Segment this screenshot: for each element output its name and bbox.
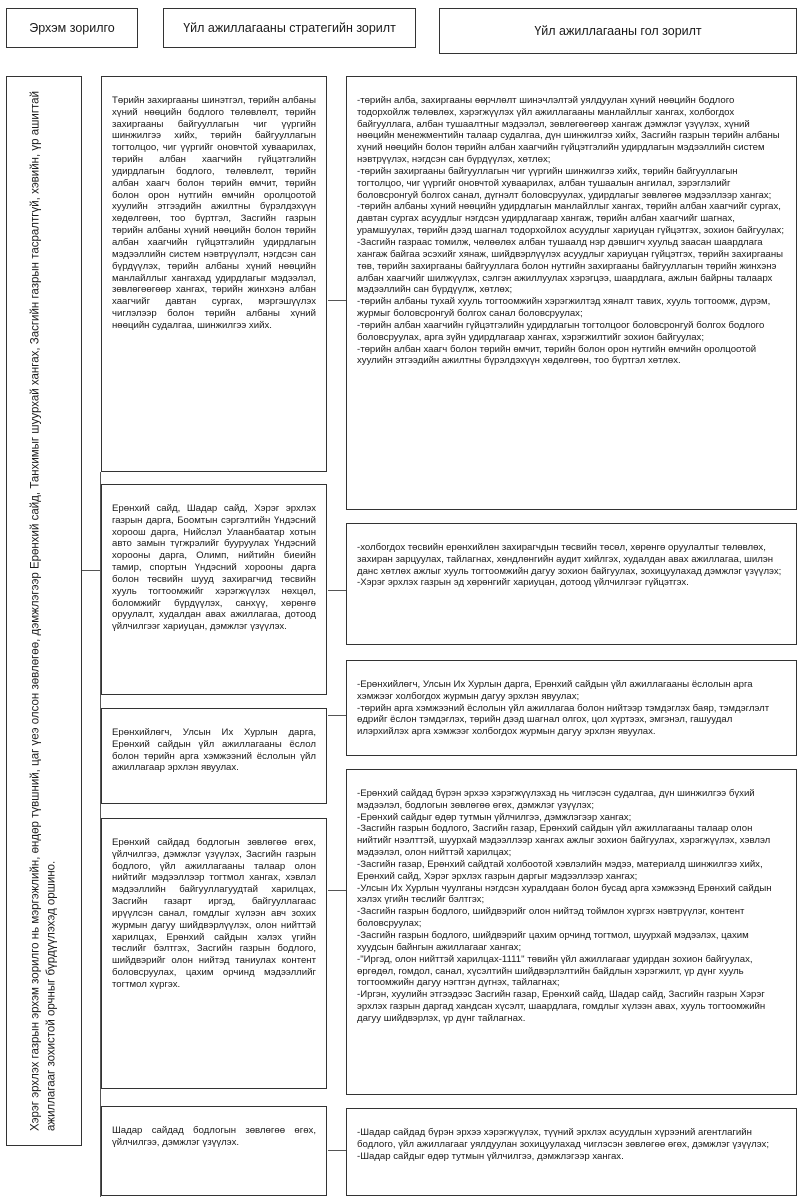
strategic-box-4 — [101, 818, 327, 1089]
header-strategic — [163, 8, 416, 48]
header-strategic-label: Үйл ажиллагааны стратегийн зорилт — [183, 21, 396, 35]
strategic-box-3 — [101, 708, 327, 804]
strategic-text-3: Ерөнхийлөгч, Улсын Их Хурлын дарга, Ерөнхий сайдын үйл ажиллагааны ёслол болон төрийн арга хэмжээний ёслолын үйл ажиллагаар эрхлэн явуулах. — [112, 726, 316, 774]
main-text-2: -холбогдох төсвийн ерөнхийлөн захирагчдын төсвийн төсөл, хөрөнгө оруулалтыг төлөвлөх, захиран зарцуулах, тайлагнах, хөндлөнгийн аудит хийлгэх, худалдан авах ажиллагаа, шилэн данс хөтлөх ажлыг хууль тогтоомжийн дагуу зохион байгуулах, зохицуулахад дэмжлэг үзүүлэх; -Хэрэг эрхлэх газрын эд хөрөнгийг хариуцан, дотоод үйлчилгээг гүйцэтгэх. — [357, 541, 782, 589]
mission-box — [6, 76, 82, 1146]
strategic-text-1: Төрийн захиргааны шинэтгэл, төрийн албаны хүний нөөцийн бодлого төлөвлөлт, төрийн захиргааны байгууллагын чиг үүргийн шинжилгээ хийх, төрийн байгууллагын тогтолцоо, чиг үүргийг оновчтой хуваарилах, төрийн албан хаагчийн гүйцэтгэлийн удирдлагын бодлого, төлөвлөлт, төрийн албан хаагч болон төрийн өмчит, төрийн болон орон нутгийн өмчийн оролцоотой хуулийн этгээдийн ажилтны бүрэлдэхүүн хөдөлгөөн, тоо бүртгэл, Засгийн газрын төрийн албаны хүний нөөцийн болон төрийн албан хаагчийн гүйцэтгэлийн удирдлагын мэдээллийн систем нэвтрүүлэлт, нэгдсэн сан бүрдүүлэх, төрийн албаны хүний нөөцийн манлайллыг хангахад удирдлагыг мэдээлэл, зөвлөгөөгөөр хангах, төрийн жинхэнэ албан хаагчийг давтан сургах, мэргэшүүлэх чиглэлээр болон төрийн албаны хүний нөөцийн судалгаа, шинжилгээ хийх. — [112, 94, 316, 331]
main-text-3: -Ерөнхийлөгч, Улсын Их Хурлын дарга, Ерөнхий сайдын үйл ажиллагааны ёслолын арга хэмжээг холбогдох журмын дагуу эрхлэн явуулах; -төрийн арга хэмжээний ёслолын үйл ажиллагаа болон нийтээр тэмдэглэх баяр, тэмдэглэлт өдрийг ёслон тэмдэглэх, төрийн дээд шагнал олгох, цол хүртээх, эмгэнэл, гашуудал илэрхийлэх арга хэмжээг холбогдох журмын дагуу эрхлэн явуулах. — [357, 678, 770, 738]
header-main — [439, 8, 797, 54]
mission-text: Хэрэг эрхлэх газрын эрхэм зорилго нь мэргэжлийн, өндөр түвшний, цаг үеэ олсон зөвлөгөө, дэмжлэгээр Ерөнхий сайд, Танхимыг шуурхай хангах, Засгийн газрын тасралтгүй, хэвийн, үр ашигтай ажиллагааг зохистой орчныг бүрдүүлэхэд оршино. — [29, 91, 58, 1131]
strategic-box-5 — [101, 1106, 327, 1196]
header-purpose-label: Эрхэм зорилго — [29, 21, 115, 35]
header-purpose — [6, 8, 138, 48]
strategic-text-5: Шадар сайдад бодлогын зөвлөгөө өгөх, үйлчилгээ, дэмжлэг үзүүлэх. — [112, 1124, 316, 1148]
connector-line — [82, 570, 100, 571]
strategic-box-1 — [101, 76, 327, 472]
main-text-1: -төрийн алба, захиргааны өөрчлөлт шинэчлэлтэй уялдуулан хүний нөөцийн бодлого тодорхойлж төлөвлөх, хэрэгжүүлэх үйл ажиллагааны манлайллыг хангах, холбогдох байгууллага, албан тушаалтныг мэдээлэл, зөвлөгөөгөөр хангаж дэмжлэг үзүүлэх, хүний нөөцийн менежментийн талаар судалгаа, дүн шинжилгээ хийх, Засгийн газрын төрийн албаны хүний нөөцийн болон төрийн албан хаагчийн гүйцэтгэлийн удирдлагын мэдээллийн систем нэвтрүүлэх, нэгдсэн сан бүрдүүлэх, хөтлөх; -төрийн захиргааны байгууллагын чиг үүргийн шинжилгээ хийх, төрийн байгууллагын тогтолцоо, чиг үүргийг оновчтой хуваарилах, албан тушаалын ангилал, зэрэглэлийг боловсронгуй болгох санал, дүгнэлт боловсруулах, удирдлагыг зөвлөгөө мэдээллээр хангах; -төрийн албаны хүний нөөцийн удирдлагын манлайллыг хангах, төрийн албан хаагчийг сургах, давтан сургах асуудлыг нэгдсэн удирдлагаар хангаж, төрийн албан хаагчийг шагнах, урамшуулах, төрийн дээд шагнал тодорхойлох асуудлыг хариуцан гүйцэтгэх, зохион байгуулах; -Засгийн газраас томилж, чөлөөлөх албан тушаалд нэр дэвшигч хуульд заасан шаардлага хангаж байгаа эсэхийг хянаж, шийдвэрлүүлэх асуудлыг хариуцан гүйцэтгэх, төрийн захиргааны төв, төрийн захиргааны байгууллага болон нутгийн захиргааны байгууллагын төрийн жинхэнэ албан хаагчийг шилжүүлэх, сэлгэн ажиллуулах хэрэгцээ, шаардлага, ажлын байрны талаарх мэдээллийн сан бүрдүүлж, хөтлөх; -төрийн албаны тухай хууль тогтоомжийн хэрэгжилтэд хяналт тавих, хууль тогтоомж, дүрэм, журмыг боловсронгуй болгох санал боловсруулах; -төрийн албан хаагчийн гүйцэтгэлийн удирдлагын тогтолцоог боловсронгуй болгох бодлого боловсруулах, арга зүйн удирдлагаар хангах, хэрэгжилтийг зохион байгуулах; -төрийн албан хаагч болон төрийн өмчит, төрийн болон орон нутгийн өмчийн оролцоотой хуулийн этгээдийн ажилтны бүрэлдэхүүн хөдөлгөөн, тоо бүртгэл хөтлөх. — [357, 94, 785, 367]
main-box-3 — [346, 660, 797, 756]
main-text-5: -Шадар сайдад бүрэн эрхээ хэрэгжүүлэх, түүний эрхлэх асуудлын хүрээний агентлагийн бодлого, үйл ажиллагааг уялдуулан зохицуулахад чиглэсэн зөвлөгөө өгөх, дэмжлэг үзүүлэх; -Шадар сайдыг өдөр тутмын үйлчилгээ, дэмжлэгээр хангах. — [357, 1126, 770, 1162]
strategic-text-4: Ерөнхий сайдад бодлогын зөвлөгөө өгөх, үйлчилгээ, дэмжлэг үзүүлэх, Засгийн газрын бодлого, үйл ажиллагааны талаар олон нийтийг мэдээллээр тогтмол хангах, хэвлэл мэдээллийн байгууллагуудтай харилцах, Засгийн газарт иргэд, байгууллагаас ирүүлсэн санал, гомдлыг хүлээн авч зохих журмын дагуу шийдвэрлүүлэх, олон нийттэй харилцах, Ерөнхий сайдын хэлэх үгийн төслийг бэлтгэх, Засгийн газрын бодлого, шийдвэрийг олон нийтэд таниулах контент боловсруулах, цахим орчинд мэдээллийг тогтмол хүргэх. — [112, 836, 316, 990]
main-box-4 — [346, 769, 797, 1095]
main-text-4: -Ерөнхий сайдад бүрэн эрхээ хэрэгжүүлэхэд нь чиглэсэн судалгаа, дүн шинжилгээ бүхий мэдээлэл, бодлогын зөвлөгөө өгөх, дэмжлэг үзүүлэх; -Ерөнхий сайдыг өдөр тутмын үйлчилгээ, дэмжлэгээр хангах; -Засгийн газрын бодлого, Засгийн газар, Ерөнхий сайдын үйл ажиллагааны талаар олон нийтийг нээлттэй, шуурхай мэдээллээр хангах ажлыг зохион байгуулах, хэрэгжүүлэх, хэвлэл мэдээлэл, олон нийттэй харилцах; -Засгийн газар, Ерөнхий сайдтай холбоотой хэвлэлийн мэдээ, материалд шинжилгээ хийх, Ерөнхий сайд, Хэрэг эрхлэх газрын даргыг мэдээллээр хангах; -Улсын Их Хурлын чуулганы нэгдсэн хуралдаан болон бусад арга хэмжээнд Ерөнхий сайдын хэлэх үгийн төслийг бэлтгэх; -Засгийн газрын бодлого, шийдвэрийг олон нийтэд тоймлон хүргэх нэвтрүүлэг, контент боловсруулах; -Засгийн газрын бодлого, шийдвэрийг цахим орчинд тогтмол, шуурхай мэдээлэх, цахим хуудсын байнгын ажиллагааг хангах; -"Иргэд, олон нийттэй харилцах-1111" төвийн үйл ажиллагааг удирдан зохион байгуулах, өргөдөл, гомдол, санал, хүсэлтийн шийдвэрлэлтийн байдлын хэрэгжилт, үр дүнг хууль тогтоомжийн дагуу нэгтгэн дүгнэх, тайлагнах; -Иргэн, хуулийн этгээдээс Засгийн газар, Ерөнхий сайд, Шадар сайд, Засгийн газрын Хэрэг эрхлэх газрын даргад хандсан хүсэлт, шаардлага, гомдлыг хүлээн авах, хууль тогтоомжийн дагуу шийдвэрлэх, үр дүнг тайлагнах. — [357, 787, 772, 1024]
main-box-2 — [346, 523, 797, 645]
connector-line — [328, 715, 346, 716]
main-box-5 — [346, 1108, 797, 1196]
strategic-text-2: Ерөнхий сайд, Шадар сайд, Хэрэг эрхлэх газрын дарга, Боомтын сэргэлтийн Үндэсний хороош дарга, Нийслэл Улаанбаатар хотын авто замын түгжрэлийг бууруулах Үндэсний хорооны дарга, Олимп, нийтийн биеийн тамир, спортын Үндэсний хорооны дарга болон төсвийн шууд захирагчид төсвийн хууль тогтоомжийг хэрэгжүүлэх нөхцөл, боломжийг бүрдүүлэх, санхүү, хөрөнгө оруулалт, худалдан авах ажиллагаа, дотоод үйлчилгээг хариуцан, дэмжлэг үзүүлэх. — [112, 502, 316, 633]
connector-line — [328, 590, 346, 591]
connector-line — [328, 1150, 346, 1151]
main-box-1 — [346, 76, 797, 510]
strategic-box-2 — [101, 484, 327, 695]
header-main-label: Үйл ажиллагааны гол зорилт — [534, 24, 702, 38]
connector-line — [328, 300, 346, 301]
connector-line — [328, 890, 346, 891]
